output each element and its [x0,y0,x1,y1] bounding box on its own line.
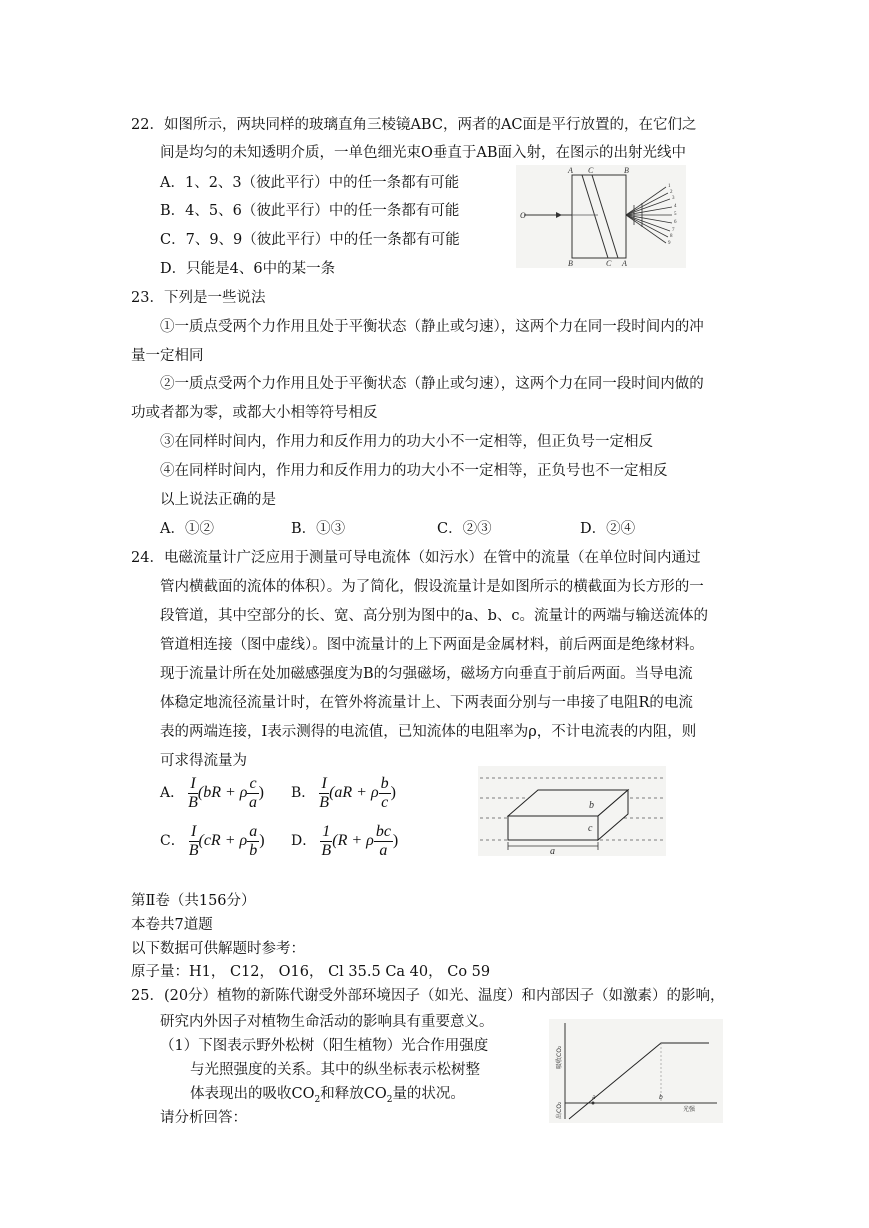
q25-part1-b: 与光照强度的关系。其中的纵坐标表示松树整 [190,1062,480,1078]
q22-line2: 间是均匀的未知透明介质，一单色细光束O垂直于AB面入射，在图示的出射光线中 [160,145,687,161]
fig-label-o: O [520,211,526,220]
ray-label-6: 6 [674,220,677,225]
q23-statement4: ④在同样时间内，作用力和反作用力的功大小不一定相等，正负号也不一定相反 [160,463,668,479]
q24-line7: 表的两端连接，I表示测得的电流值，已知流体的电阻率为ρ，不计电流表的内阻，则 [160,724,697,740]
q23-option-b: B．①③ [291,521,346,537]
q24-option-d: D． $\frac{1}{B}$ (R + ρ $\frac{bc}{a}$ ) [291,823,399,859]
part2-reference: 以下数据可供解题时参考： [131,941,305,957]
q22-option-b: B．4、5、6（彼此平行）中的任一条都有可能 [160,203,460,219]
q25-part1-a: （1）下图表示野外松树（阳生植物）光合作用强度 [160,1038,489,1054]
q22-option-c: C．7、9、9（彼此平行）中的任一条都有可能 [160,232,460,248]
q23-ask: 以上说法正确的是 [160,492,276,508]
x-axis-label: 光强 [683,1106,696,1113]
part2-title: 第Ⅱ卷（共156分） [131,893,256,909]
q24-option-b: B． $\frac{I}{B}$ (aR + ρ $\frac{b}{c}$ ) [291,775,396,811]
q24-line3: 段管道，其中空部分的长、宽、高分别为图中的a、b、c。流量计的两端与输送流体的 [160,608,709,624]
fig-label-b-top: B [624,166,629,175]
ray-label-7: 7 [672,228,675,233]
fig-label-c-bottom: C [606,259,612,268]
q22-option-a: A．1、2、3（彼此平行）中的任一条都有可能 [160,175,460,191]
fig-label-c-top: C [588,166,594,175]
q25-ask: 请分析回答： [160,1110,247,1126]
dim-label-b: b [589,800,594,811]
q24-line1: 24．电磁流量计广泛应用于测量可导电流体（如污水）在管中的流量（在单位时间内通过 [131,550,701,566]
q23-statement1a: ①一质点受两个力作用且处于平衡状态（静止或匀速），这两个力在同一段时间内的冲 [160,319,704,335]
q25-line2: 研究内外因子对植物生命活动的影响具有重要意义。 [160,1014,494,1030]
ray-label-5: 5 [674,212,677,217]
ray-label-2: 2 [670,190,673,195]
ray-label-9: 9 [668,241,671,246]
point-label-a: a [592,1094,596,1101]
q22-option-d: D．只能是4、6中的某一条 [160,261,336,277]
q23-option-c: C．②③ [437,521,492,537]
y-axis-label-down: 出CO₂ [556,1101,563,1119]
q24-line2: 管内横截面的流体的体积）。为了简化，假设流量计是如图所示的横截面为长方形的一 [160,579,704,595]
ray-label-1: 1 [668,184,671,189]
q24-option-c: C． $\frac{I}{B}$ (cR + ρ $\frac{a}{b}$ ) [160,823,265,859]
q23-statement3: ③在同样时间内，作用力和反作用力的功大小不一定相等，但正负号一定相反 [160,434,653,450]
point-label-b: b [659,1094,663,1101]
q23-statement1b: 量一定相同 [131,348,204,364]
prism-figure [516,165,686,268]
q24-line8: 可求得流量为 [160,753,247,769]
q23-option-d: D．②④ [580,521,636,537]
part2-count: 本卷共7道题 [131,917,213,933]
dim-label-a: a [550,846,555,856]
flowmeter-figure [478,766,666,856]
ray-label-8: 8 [670,234,673,239]
q25-part1-c: 体表现出的吸收$CO_2$和释放$CO_2$量的状况。 [190,1086,465,1105]
q23-option-a: A．①② [160,521,214,537]
q24-line4: 管道相连接（图中虚线）。图中流量计的上下两面是金属材料，前后两面是绝缘材料。 [160,637,704,653]
q23-statement2a: ②一质点受两个力作用且处于平衡状态（静止或匀速），这两个力在同一段时间内做的 [160,376,704,392]
y-axis-label-up: 吸收CO₂ [556,1045,563,1069]
q24-line5: 现于流量计所在处加磁感强度为B的匀强磁场，磁场方向垂直于前后两面。当导电流 [160,666,693,682]
fig-label-a-top: A [568,166,573,175]
fig-label-a-bottom: A [622,259,627,268]
q24-option-a: A． $\frac{I}{B}$ (bR + ρ $\frac{c}{a}$ ) [160,775,264,811]
q22-line1: 22．如图所示，两块同样的玻璃直角三棱镜ABC，两者的AC面是平行放置的，在它们之 [131,117,697,133]
atomic-masses: 原子量：H1， C12， O16， Cl 35.5 Ca 40， Co 59 [131,964,491,980]
q25-line1: 25．(20分）植物的新陈代谢受外部环境因子（如光、温度）和内部因子（如激素）的影响， [131,988,725,1004]
photosynthesis-graph [549,1019,723,1123]
dim-label-c: c [588,823,593,834]
ray-label-4: 4 [674,204,677,209]
fig-label-b-bottom: B [568,259,573,268]
q23-line1: 23．下列是一些说法 [131,290,266,306]
q24-line6: 体稳定地流径流量计时，在管外将流量计上、下两表面分别与一串接了电阻R的电流 [160,695,693,711]
q23-statement2b: 功或者都为零，或都大小相等符号相反 [131,405,378,421]
ray-label-3: 3 [672,196,675,201]
